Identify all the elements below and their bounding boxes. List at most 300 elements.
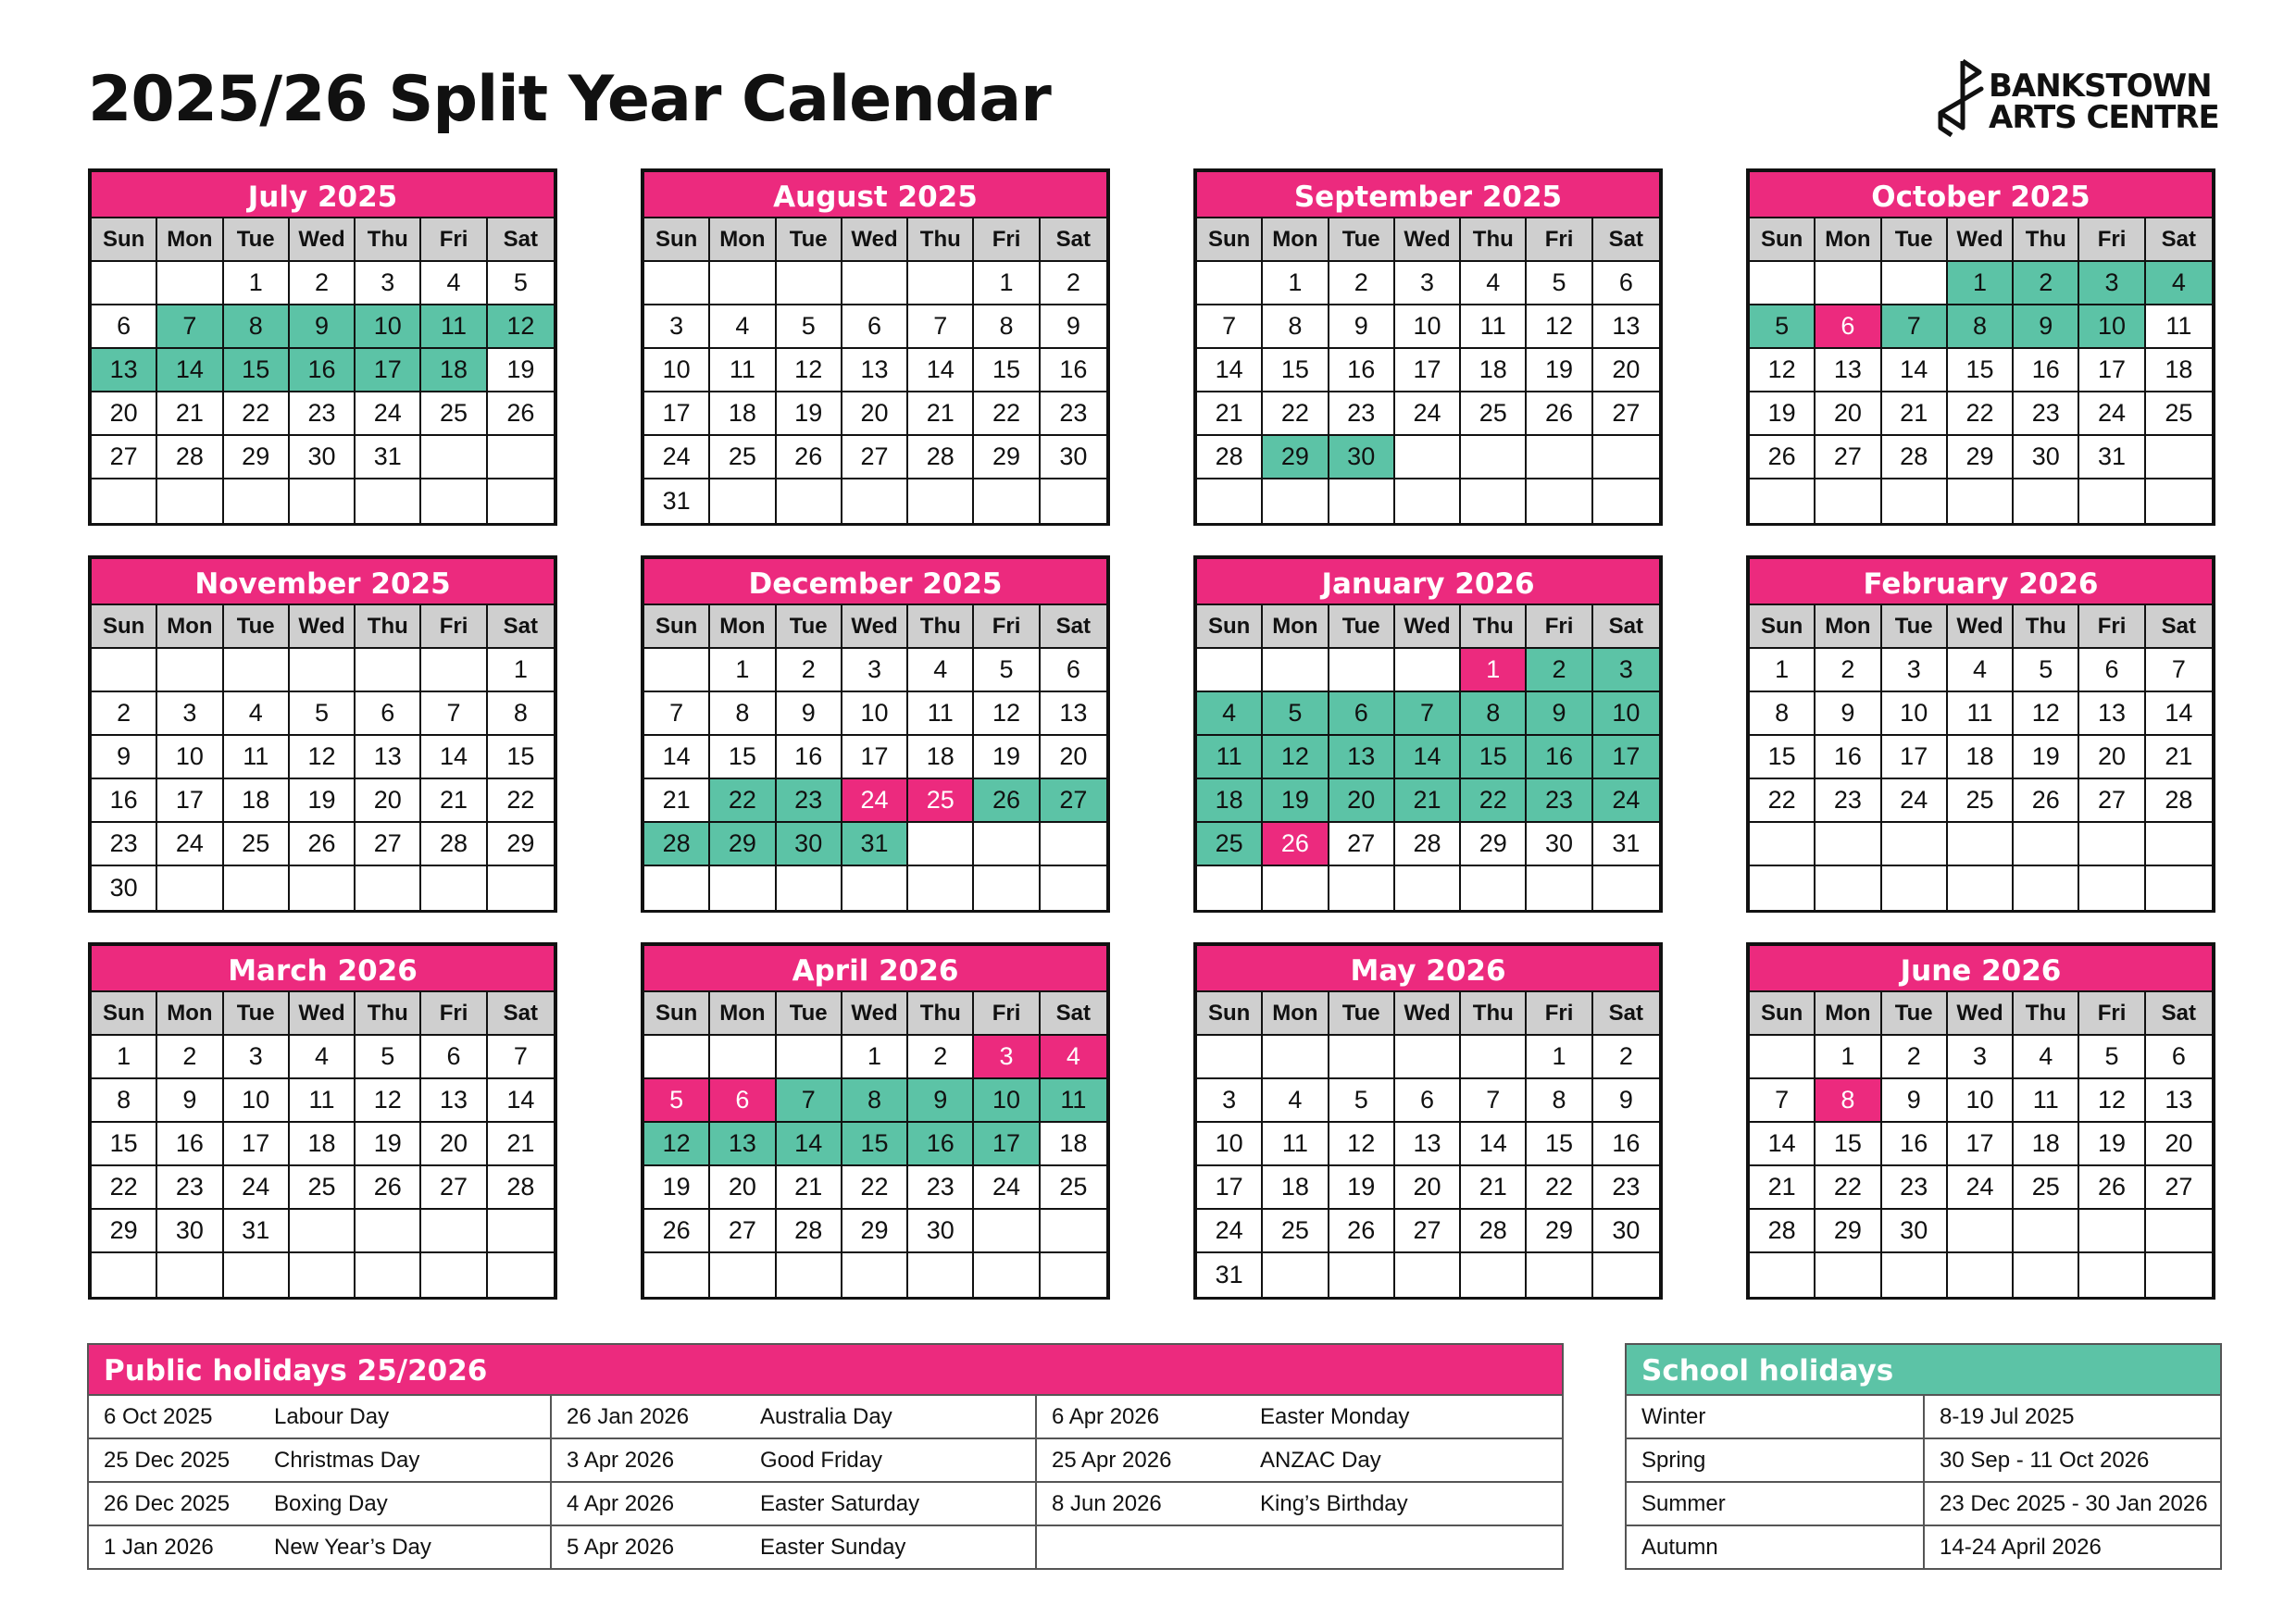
day-cell: 25: [224, 823, 290, 866]
school-holiday-row: [1627, 1438, 2220, 1481]
day-cell: 27: [710, 1210, 776, 1253]
month-calendar: [1193, 555, 1663, 913]
day-cell: 31: [2079, 436, 2145, 479]
empty-day-cell: [2079, 823, 2145, 866]
weekday-header: Wed: [842, 992, 908, 1036]
weekday-header: Fri: [1527, 992, 1592, 1036]
day-cell: 31: [1593, 823, 1659, 866]
day-cell: 16: [1816, 736, 1881, 779]
day-cell: 5: [1263, 692, 1329, 736]
logo: [1935, 57, 2219, 145]
day-cell: 14: [908, 349, 974, 392]
empty-day-cell: [1816, 262, 1881, 305]
day-cell: 4: [2014, 1036, 2079, 1079]
empty-day-cell: [1395, 1253, 1461, 1297]
day-cell: 22: [224, 392, 290, 436]
day-cell: 31: [842, 823, 908, 866]
public-holidays-table: [87, 1343, 1564, 1570]
day-cell: 29: [1816, 1210, 1881, 1253]
day-cell: 6: [1816, 305, 1881, 349]
empty-day-cell: [1329, 1253, 1395, 1297]
day-cell: 26: [488, 392, 554, 436]
weekday-header: Fri: [421, 992, 487, 1036]
day-cell: 3: [356, 262, 421, 305]
weekday-header: Thu: [1461, 605, 1527, 649]
day-cell: 6: [2146, 1036, 2212, 1079]
empty-day-cell: [974, 479, 1040, 523]
empty-day-cell: [421, 866, 487, 910]
empty-day-cell: [157, 866, 223, 910]
holiday-name: Christmas Day: [274, 1447, 420, 1473]
day-cell: 3: [1948, 1036, 2014, 1079]
day-cell: 3: [842, 649, 908, 692]
day-cell: 23: [908, 1166, 974, 1210]
weekday-header: Mon: [1263, 992, 1329, 1036]
day-cell: 17: [1948, 1123, 2014, 1166]
weekday-header: Thu: [356, 218, 421, 262]
day-cell: 12: [2079, 1079, 2145, 1123]
weekday-header: Sat: [1593, 605, 1659, 649]
day-cell: 24: [842, 779, 908, 823]
day-cell: 7: [157, 305, 223, 349]
day-cell: 23: [1329, 392, 1395, 436]
weekday-header: Fri: [1527, 218, 1592, 262]
day-cell: 18: [290, 1123, 356, 1166]
day-cell: 27: [1816, 436, 1881, 479]
day-cell: 23: [290, 392, 356, 436]
weekday-header: Tue: [1329, 992, 1395, 1036]
day-cell: 5: [974, 649, 1040, 692]
empty-day-cell: [1329, 649, 1395, 692]
day-cell: 19: [974, 736, 1040, 779]
empty-day-cell: [908, 262, 974, 305]
day-cell: 1: [1527, 1036, 1592, 1079]
weekday-header: Tue: [777, 992, 842, 1036]
holiday-date: 26 Jan 2026: [567, 1403, 690, 1429]
day-cell: 6: [842, 305, 908, 349]
empty-day-cell: [92, 262, 157, 305]
day-cell: 28: [1461, 1210, 1527, 1253]
day-cell: 13: [1041, 692, 1106, 736]
empty-day-cell: [157, 1253, 223, 1297]
day-cell: 11: [908, 692, 974, 736]
day-cell: 10: [356, 305, 421, 349]
day-cell: 26: [2014, 779, 2079, 823]
weekday-header: Mon: [1816, 218, 1881, 262]
empty-day-cell: [2146, 866, 2212, 910]
day-cell: 22: [1750, 779, 1816, 823]
day-cell: 11: [710, 349, 776, 392]
weekday-header: Fri: [974, 218, 1040, 262]
school-holidays-title: School holidays: [1627, 1345, 2220, 1394]
weekday-header: Wed: [290, 992, 356, 1036]
day-cell: 2: [1329, 262, 1395, 305]
public-holiday-entry: [89, 1526, 550, 1568]
day-cell: 4: [710, 305, 776, 349]
weekday-header: Mon: [1816, 992, 1881, 1036]
day-cell: 25: [1948, 779, 2014, 823]
day-cell: 5: [356, 1036, 421, 1079]
day-cell: 17: [974, 1123, 1040, 1166]
day-cell: 20: [1395, 1166, 1461, 1210]
empty-day-cell: [1882, 1253, 1948, 1297]
day-cell: 15: [974, 349, 1040, 392]
day-cell: 19: [1329, 1166, 1395, 1210]
empty-day-cell: [1041, 479, 1106, 523]
weekday-header: Wed: [842, 605, 908, 649]
weekday-header: Wed: [1948, 218, 2014, 262]
day-cell: 20: [356, 779, 421, 823]
weekday-header: Thu: [1461, 218, 1527, 262]
day-cell: 29: [974, 436, 1040, 479]
empty-day-cell: [1750, 823, 1816, 866]
empty-day-cell: [290, 866, 356, 910]
day-cell: 11: [2014, 1079, 2079, 1123]
empty-day-cell: [710, 1036, 776, 1079]
day-cell: 1: [842, 1036, 908, 1079]
day-cell: 14: [157, 349, 223, 392]
day-cell: 28: [908, 436, 974, 479]
empty-day-cell: [1041, 866, 1106, 910]
day-cell: 12: [1329, 1123, 1395, 1166]
weekday-header: Fri: [421, 605, 487, 649]
weekday-header: Tue: [1882, 605, 1948, 649]
day-cell: 20: [1593, 349, 1659, 392]
day-cell: 24: [1593, 779, 1659, 823]
day-cell: 26: [2079, 1166, 2145, 1210]
day-cell: 10: [644, 349, 710, 392]
public-holiday-entry: [89, 1439, 550, 1481]
school-term-dates: 30 Sep - 11 Oct 2026: [1940, 1447, 2150, 1473]
weekday-header: Mon: [710, 605, 776, 649]
empty-day-cell: [842, 866, 908, 910]
public-holiday-row: [89, 1481, 1562, 1525]
day-cell: 6: [1593, 262, 1659, 305]
weekday-header: Tue: [1329, 605, 1395, 649]
empty-day-cell: [1527, 436, 1592, 479]
day-cell: 20: [842, 392, 908, 436]
day-cell: 13: [2079, 692, 2145, 736]
empty-day-cell: [92, 1253, 157, 1297]
day-cell: 14: [1882, 349, 1948, 392]
day-cell: 28: [157, 436, 223, 479]
weekday-header: Fri: [1527, 605, 1592, 649]
day-cell: 19: [1263, 779, 1329, 823]
bankstown-arts-centre-logo-icon: [1935, 57, 1990, 141]
day-cell: 19: [2079, 1123, 2145, 1166]
day-cell: 19: [2014, 736, 2079, 779]
public-holiday-entry: [550, 1526, 1035, 1568]
day-cell: 26: [1527, 392, 1592, 436]
day-cell: 26: [974, 779, 1040, 823]
day-cell: 4: [290, 1036, 356, 1079]
weekday-header: Sun: [1197, 992, 1263, 1036]
day-cell: 22: [92, 1166, 157, 1210]
day-cell: 13: [2146, 1079, 2212, 1123]
day-cell: 23: [157, 1166, 223, 1210]
holiday-date: 25 Apr 2026: [1052, 1447, 1172, 1473]
empty-day-cell: [1197, 1036, 1263, 1079]
empty-day-cell: [2014, 1253, 2079, 1297]
day-cell: 22: [842, 1166, 908, 1210]
day-cell: 28: [1197, 436, 1263, 479]
day-cell: 17: [1593, 736, 1659, 779]
day-cell: 29: [1263, 436, 1329, 479]
day-cell: 15: [1263, 349, 1329, 392]
day-cell: 4: [224, 692, 290, 736]
weekday-header: Thu: [2014, 605, 2079, 649]
day-cell: 18: [421, 349, 487, 392]
weekday-header: Mon: [157, 605, 223, 649]
day-cell: 24: [224, 1166, 290, 1210]
day-cell: 19: [488, 349, 554, 392]
school-term-name: Summer: [1627, 1483, 1925, 1525]
holiday-date: 1 Jan 2026: [104, 1534, 214, 1560]
day-cell: 24: [974, 1166, 1040, 1210]
month-title: July 2025: [92, 172, 554, 218]
day-cell: 8: [1948, 305, 2014, 349]
day-cell: 4: [1948, 649, 2014, 692]
month-calendar: [641, 555, 1110, 913]
day-cell: 8: [224, 305, 290, 349]
logo-line-1: BANKSTOWN: [1989, 68, 2212, 105]
weekday-header: Thu: [908, 218, 974, 262]
day-cell: 29: [1527, 1210, 1592, 1253]
day-cell: 24: [2079, 392, 2145, 436]
empty-day-cell: [644, 649, 710, 692]
day-cell: 14: [1461, 1123, 1527, 1166]
day-cell: 11: [1948, 692, 2014, 736]
day-cell: 4: [1263, 1079, 1329, 1123]
day-cell: 17: [157, 779, 223, 823]
weekday-header: Tue: [1882, 218, 1948, 262]
month-title: June 2026: [1750, 946, 2212, 992]
day-cell: 14: [421, 736, 487, 779]
day-cell: 28: [488, 1166, 554, 1210]
holiday-date: 6 Oct 2025: [104, 1403, 213, 1429]
day-cell: 2: [92, 692, 157, 736]
day-cell: 26: [1329, 1210, 1395, 1253]
empty-day-cell: [1041, 1210, 1106, 1253]
day-cell: 10: [224, 1079, 290, 1123]
day-cell: 18: [224, 779, 290, 823]
weekday-header: Sat: [2146, 218, 2212, 262]
empty-day-cell: [1882, 823, 1948, 866]
day-cell: 8: [974, 305, 1040, 349]
day-cell: 24: [356, 392, 421, 436]
day-cell: 1: [710, 649, 776, 692]
empty-day-cell: [1593, 866, 1659, 910]
empty-day-cell: [356, 866, 421, 910]
day-cell: 7: [2146, 649, 2212, 692]
day-cell: 16: [157, 1123, 223, 1166]
weekday-header: Sun: [644, 605, 710, 649]
day-cell: 30: [1329, 436, 1395, 479]
empty-day-cell: [908, 479, 974, 523]
day-cell: 8: [92, 1079, 157, 1123]
day-cell: 22: [1948, 392, 2014, 436]
weekday-header: Sat: [2146, 992, 2212, 1036]
day-cell: 5: [1527, 262, 1592, 305]
weekday-header: Sat: [1593, 992, 1659, 1036]
empty-day-cell: [1041, 1253, 1106, 1297]
empty-day-cell: [1263, 649, 1329, 692]
day-cell: 9: [1041, 305, 1106, 349]
day-cell: 14: [1395, 736, 1461, 779]
day-cell: 6: [1395, 1079, 1461, 1123]
public-holiday-row: [89, 1438, 1562, 1481]
day-cell: 9: [1527, 692, 1592, 736]
empty-day-cell: [710, 866, 776, 910]
day-cell: 30: [1593, 1210, 1659, 1253]
empty-day-cell: [2146, 1253, 2212, 1297]
day-cell: 11: [1461, 305, 1527, 349]
day-cell: 3: [974, 1036, 1040, 1079]
day-cell: 25: [2014, 1166, 2079, 1210]
empty-day-cell: [974, 1210, 1040, 1253]
empty-day-cell: [777, 262, 842, 305]
day-cell: 23: [777, 779, 842, 823]
weekday-header: Fri: [974, 992, 1040, 1036]
day-cell: 25: [421, 392, 487, 436]
day-cell: 29: [1948, 436, 2014, 479]
holiday-date: 6 Apr 2026: [1052, 1403, 1160, 1429]
empty-day-cell: [2014, 866, 2079, 910]
day-cell: 12: [290, 736, 356, 779]
weekday-header: Wed: [1395, 218, 1461, 262]
day-cell: 4: [421, 262, 487, 305]
page-title: 2025/26 Split Year Calendar: [88, 63, 1051, 136]
empty-day-cell: [1395, 649, 1461, 692]
day-cell: 28: [1882, 436, 1948, 479]
day-cell: 3: [157, 692, 223, 736]
day-cell: 19: [1527, 349, 1592, 392]
day-cell: 11: [1197, 736, 1263, 779]
day-cell: 5: [644, 1079, 710, 1123]
day-cell: 21: [1750, 1166, 1816, 1210]
month-title: August 2025: [644, 172, 1106, 218]
day-cell: 15: [1461, 736, 1527, 779]
day-cell: 27: [1041, 779, 1106, 823]
day-cell: 15: [92, 1123, 157, 1166]
empty-day-cell: [1882, 262, 1948, 305]
holiday-name: Labour Day: [274, 1403, 390, 1429]
day-cell: 23: [1882, 1166, 1948, 1210]
weekday-header: Tue: [224, 218, 290, 262]
empty-day-cell: [224, 479, 290, 523]
day-cell: 2: [290, 262, 356, 305]
empty-day-cell: [974, 866, 1040, 910]
day-cell: 24: [1197, 1210, 1263, 1253]
day-cell: 8: [488, 692, 554, 736]
day-cell: 30: [2014, 436, 2079, 479]
empty-day-cell: [1816, 866, 1881, 910]
empty-day-cell: [1395, 436, 1461, 479]
day-cell: 22: [1263, 392, 1329, 436]
day-cell: 20: [1816, 392, 1881, 436]
day-cell: 3: [1197, 1079, 1263, 1123]
empty-day-cell: [710, 262, 776, 305]
day-cell: 27: [356, 823, 421, 866]
day-cell: 26: [644, 1210, 710, 1253]
empty-day-cell: [777, 1253, 842, 1297]
empty-day-cell: [974, 823, 1040, 866]
day-cell: 18: [2146, 349, 2212, 392]
month-calendar: [1746, 168, 2215, 526]
month-calendar: [1746, 942, 2215, 1300]
day-cell: 9: [908, 1079, 974, 1123]
day-cell: 16: [2014, 349, 2079, 392]
empty-day-cell: [224, 649, 290, 692]
empty-day-cell: [710, 1253, 776, 1297]
holiday-date: 26 Dec 2025: [104, 1490, 231, 1516]
weekday-header: Wed: [842, 218, 908, 262]
empty-day-cell: [842, 1253, 908, 1297]
day-cell: 14: [1197, 349, 1263, 392]
weekday-header: Wed: [1948, 992, 2014, 1036]
empty-day-cell: [1882, 479, 1948, 523]
day-cell: 9: [290, 305, 356, 349]
day-cell: 19: [356, 1123, 421, 1166]
day-cell: 6: [421, 1036, 487, 1079]
weekday-header: Thu: [2014, 992, 2079, 1036]
day-cell: 16: [1593, 1123, 1659, 1166]
empty-day-cell: [1750, 1036, 1816, 1079]
day-cell: 14: [777, 1123, 842, 1166]
weekday-header: Sun: [92, 218, 157, 262]
day-cell: 8: [842, 1079, 908, 1123]
day-cell: 28: [1395, 823, 1461, 866]
empty-day-cell: [1461, 1036, 1527, 1079]
empty-day-cell: [644, 262, 710, 305]
weekday-header: Sat: [1593, 218, 1659, 262]
day-cell: 13: [1329, 736, 1395, 779]
empty-day-cell: [1197, 649, 1263, 692]
day-cell: 12: [777, 349, 842, 392]
weekday-header: Thu: [2014, 218, 2079, 262]
day-cell: 13: [92, 349, 157, 392]
empty-day-cell: [488, 436, 554, 479]
day-cell: 29: [1461, 823, 1527, 866]
empty-day-cell: [290, 1253, 356, 1297]
empty-day-cell: [488, 1253, 554, 1297]
day-cell: 3: [1593, 649, 1659, 692]
weekday-header: Sun: [1750, 218, 1816, 262]
day-cell: 22: [488, 779, 554, 823]
empty-day-cell: [1882, 866, 1948, 910]
day-cell: 30: [157, 1210, 223, 1253]
day-cell: 21: [157, 392, 223, 436]
day-cell: 11: [224, 736, 290, 779]
day-cell: 13: [356, 736, 421, 779]
day-cell: 4: [1197, 692, 1263, 736]
day-cell: 27: [1395, 1210, 1461, 1253]
weekday-header: Mon: [157, 992, 223, 1036]
day-cell: 1: [1816, 1036, 1881, 1079]
day-cell: 25: [2146, 392, 2212, 436]
day-cell: 30: [290, 436, 356, 479]
day-cell: 4: [2146, 262, 2212, 305]
weekday-header: Sat: [488, 992, 554, 1036]
empty-day-cell: [157, 479, 223, 523]
empty-day-cell: [1948, 479, 2014, 523]
holiday-date: 5 Apr 2026: [567, 1534, 675, 1560]
holiday-name: Boxing Day: [274, 1490, 388, 1516]
day-cell: 8: [1527, 1079, 1592, 1123]
day-cell: 28: [1750, 1210, 1816, 1253]
empty-day-cell: [488, 479, 554, 523]
public-holiday-row: [89, 1525, 1562, 1568]
